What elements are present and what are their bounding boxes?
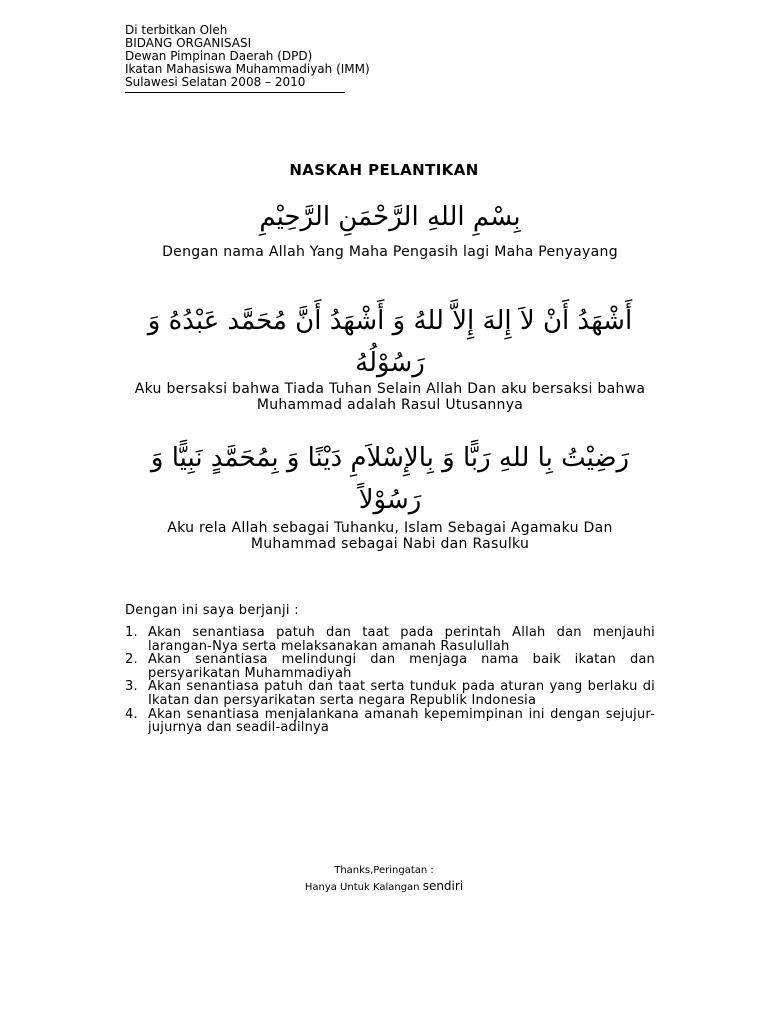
- pledge-list: [125, 626, 655, 735]
- footer-disclaimer-end: sendiri: [422, 879, 464, 893]
- list-text: Akan senantiasa melindungi dan menjaga nama baik ikatan dan persyarikatan Muhammadiyah: [148, 652, 655, 681]
- list-text: Akan senantiasa patuh dan taat serta tunduk pada aturan yang berlaku di Ikatan dan persyarikatan serta negara Republik Indonesia: [148, 679, 655, 708]
- publisher-info: [125, 24, 370, 89]
- header-divider: [125, 92, 345, 93]
- publisher-line: Dewan Pimpinan Daerah (DPD): [125, 49, 313, 63]
- syahadat-translation: Aku bersaksi bahwa Tiada Tuhan Selain Allah Dan aku bersaksi bahwa Muhammad adalah Rasul Utusannya: [134, 381, 646, 413]
- list-item: [125, 708, 655, 735]
- publisher-line: Di terbitkan Oleh: [125, 23, 228, 37]
- footer-note: Thanks,Peringatan :: [334, 865, 434, 876]
- list-number: 4.: [125, 706, 138, 722]
- list-item: [125, 626, 655, 653]
- publisher-line: BIDANG ORGANISASI: [125, 36, 252, 50]
- basmalah-translation: Dengan nama Allah Yang Maha Pengasih lagi Maha Penyayang: [162, 244, 618, 260]
- page-title: NASKAH PELANTIKAN: [289, 161, 479, 179]
- list-number: 1.: [125, 625, 138, 640]
- publisher-line: Sulawesi Selatan 2008 – 2010: [125, 75, 306, 89]
- basmalah-arabic: بِسْمِ اللهِ الرَّحْمَنِ الرَّحِيْمِ: [259, 202, 521, 232]
- ridha-translation: Aku rela Allah sebagai Tuhanku, Islam Sebagai Agamaku Dan Muhammad sebagai Nabi dan Rasulku: [167, 520, 613, 552]
- list-text: Akan senantiasa patuh dan taat pada perintah Allah dan menjauhi larangan-Nya serta melaksanakan amanah Rasulullah: [148, 625, 655, 654]
- list-item: [125, 653, 655, 680]
- syahadat-arabic: أَشْهَدُ أَنْ لاَ إِلهَ إِلاَّ للهُ وَ أَشْهَدُ أَنَّ مُحَمَّد عَبْدُهُ وَ رَسُوْلُهُ: [147, 306, 633, 378]
- ridha-arabic: رَضِيْتُ بِا للهِ رَبًّا وَ بِالإِسْلاَمِ دَيْنًا وَ بِمُحَمَّدٍ نَبِيًّا وَ رَسُوْلاً: [150, 443, 630, 515]
- list-item: [125, 680, 655, 707]
- footer-disclaimer: [0, 879, 768, 893]
- publisher-line: Ikatan Mahasiswa Muhammadiyah (IMM): [125, 62, 370, 76]
- list-number: 3.: [125, 679, 138, 695]
- footer-disclaimer-text: Hanya Untuk Kalangan: [304, 882, 423, 893]
- pledge-intro: Dengan ini saya berjanji :: [125, 603, 299, 618]
- list-number: 2.: [125, 652, 138, 668]
- list-text: Akan senantiasa menjalankana amanah kepemimpinan ini dengan sejujur-jujurnya dan seadil-adilnya: [148, 706, 655, 736]
